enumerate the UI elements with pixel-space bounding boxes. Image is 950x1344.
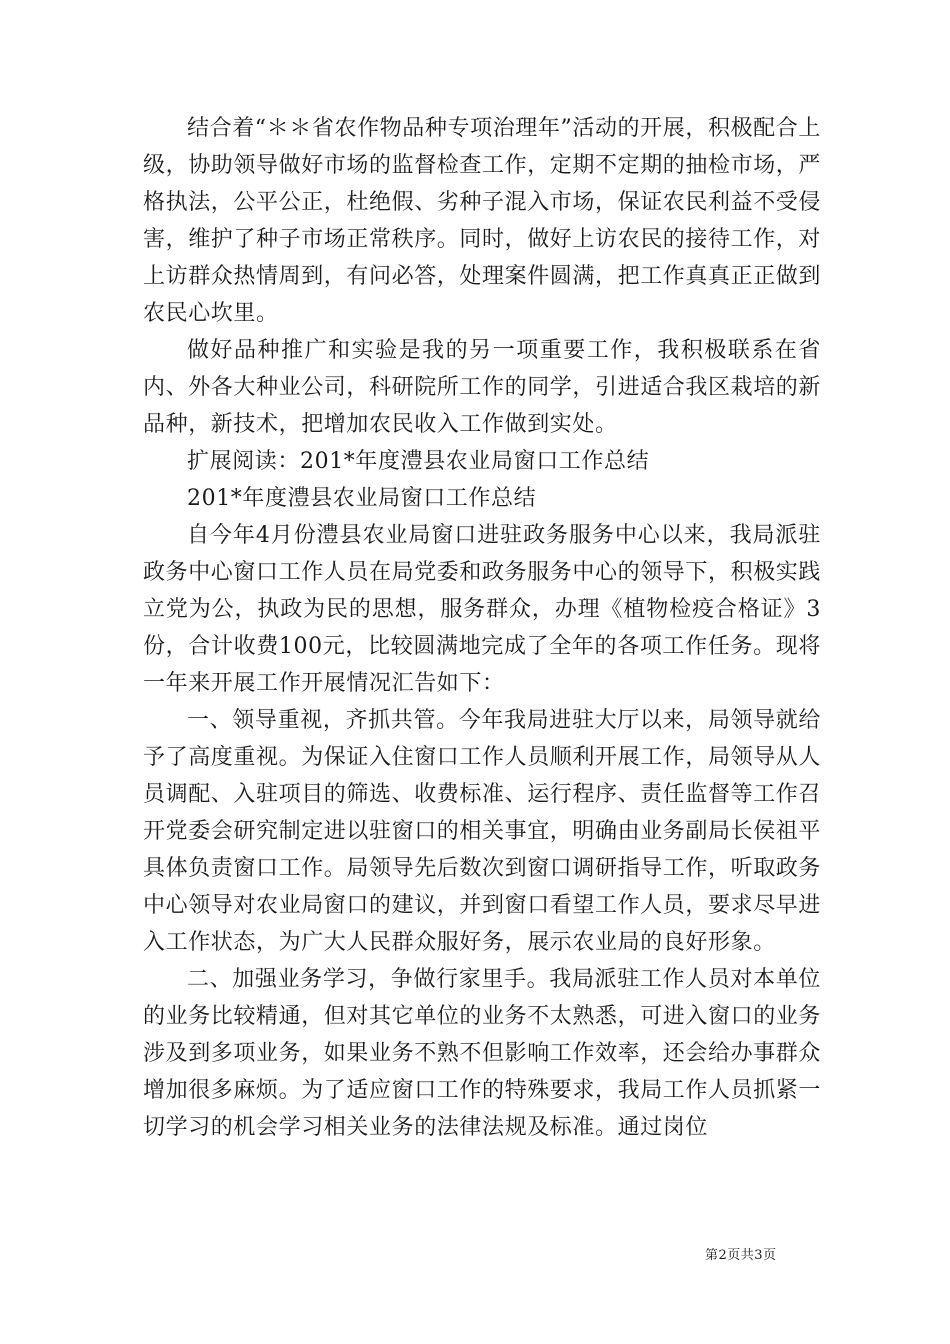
extended-reading-heading: 扩展阅读：201*年度澧县农业局窗口工作总结 bbox=[187, 449, 650, 474]
report-title: 201*年度澧县农业局窗口工作总结 bbox=[187, 486, 537, 511]
page-number-footer: 第2页共3页 bbox=[705, 1248, 777, 1263]
document-body bbox=[143, 110, 821, 1146]
paragraph-1: 结合着“＊＊省农作物品种专项治理年”活动的开展，积极配合上级，协助领导做好市场的监督检查工作，定期不定期的抽检市场，严格执法，公平公正，杜绝假、劣种子混入市场，保证农民利益不受侵害，维护了种子市场正常秩序。同时，做好上访农民的接待工作，对上访群众热情周到，有问必答，处理案件圆满，把工作真真正正做到农民心坎里。 bbox=[143, 116, 822, 326]
paragraph-section-2: 二、加强业务学习，争做行家里手。我局派驻工作人员对本单位的业务比较精通，但对其它单位的业务不太熟悉，可进入窗口的业务涉及到多项业务，如果业务不熟不但影响工作效率，还会给办事群众增加很多麻烦。为了适应窗口工作的特殊要求，我局工作人员抓紧一切学习的机会学习相关业务的法律法规及标准。通过岗位 bbox=[143, 967, 822, 1140]
paragraph-section-1: 一、领导重视，齐抓共管。今年我局进驻大厅以来，局领导就给予了高度重视。为保证入住窗口工作人员顺利开展工作，局领导从人员调配、入驻项目的筛选、收费标准、运行程序、责任监督等工作召开党委会研究制定进以驻窗口的相关事宜，明确由业务副局长侯祖平具体负责窗口工作。局领导先后数次到窗口调研指导工作，听取政务中心领导对农业局窗口的建议，并到窗口看望工作人员，要求尽早进入工作状态，为广大人民群众服好务，展示农业局的良好形象。 bbox=[143, 708, 822, 955]
paragraph-2: 做好品种推广和实验是我的另一项重要工作，我积极联系在省内、外各大种业公司，科研院所工作的同学，引进适合我区栽培的新品种，新技术，把增加农民收入工作做到实处。 bbox=[143, 338, 822, 437]
paragraph-intro: 自今年4月份澧县农业局窗口进驻政务服务中心以来，我局派驻政务中心窗口工作人员在局党委和政务服务中心的领导下，积极实践立党为公，执政为民的思想，服务群众，办理《植物检疫合格证》3份，合计收费100元，比较圆满地完成了全年的各项工作任务。现将一年来开展工作开展情况汇告如下： bbox=[143, 523, 822, 696]
